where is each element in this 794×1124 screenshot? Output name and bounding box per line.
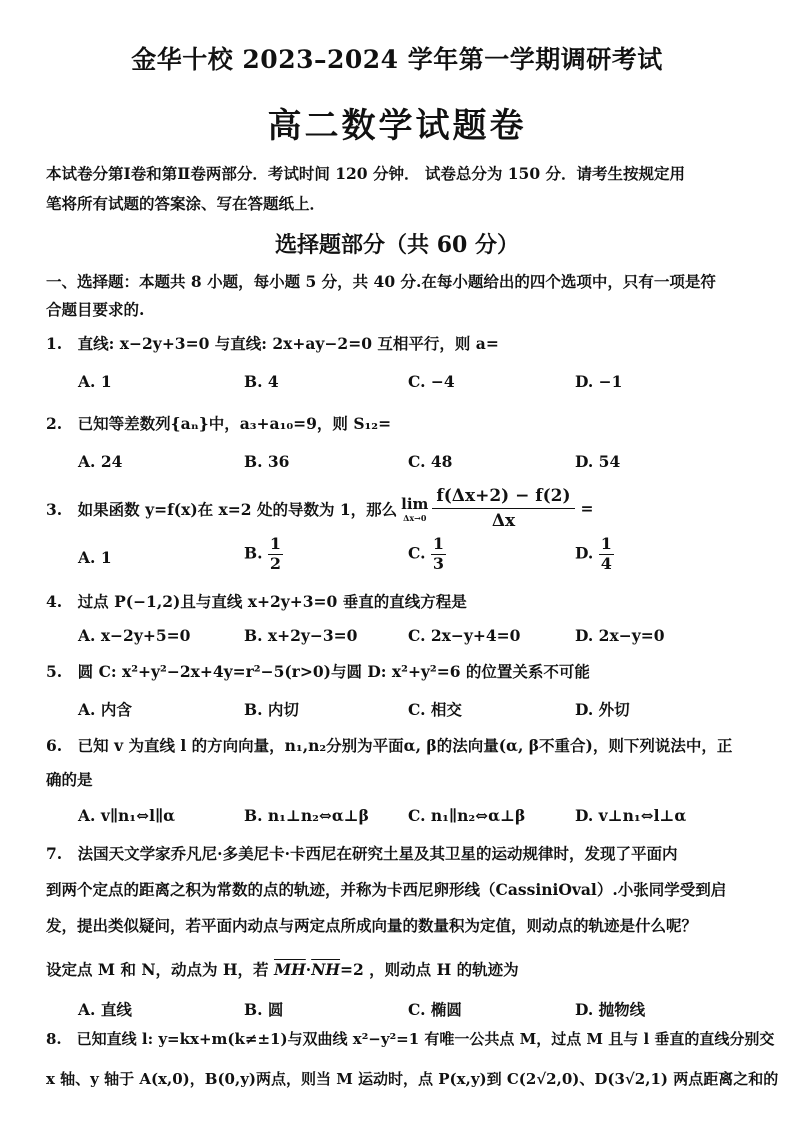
q3-option-d-den: 4 [600, 553, 612, 573]
q7-option-d: D. 抛物线 [575, 1000, 646, 1019]
q1-option-a: A. 1 [78, 372, 112, 391]
q3-option-b-label: B. [244, 543, 263, 563]
question-7-line-1: 7. 法国天文学家乔凡尼·多美尼卡·卡西尼在研究土星及其卫星的运动规律时，发现了平面内 [46, 844, 678, 863]
question-2-stem: 2. 已知等差数列{aₙ}中，a₃+a₁₀=9，则 S₁₂= [46, 414, 392, 433]
q3-option-c-fraction [431, 536, 446, 573]
q6-option-d: D. v⊥n₁⇔l⊥α [575, 806, 687, 825]
question-6-line-2: 确的是 [46, 770, 93, 789]
q2-option-b: B. 36 [244, 452, 290, 471]
q1-option-c: C. −4 [408, 372, 455, 391]
q7-line4-prefix: 设定点 M 和 N，动点为 H，若 [46, 960, 269, 979]
q3-option-c-den: 3 [432, 553, 445, 573]
instructions-line-2: 合题目要求的. [46, 300, 145, 319]
q3-lim-subscript: Δx→0 [403, 512, 427, 523]
q4-option-d: D. 2x−y=0 [575, 626, 665, 645]
q7-dot: · [305, 960, 312, 979]
question-3-stem [46, 486, 594, 531]
q3-option-b-den: 2 [269, 553, 282, 573]
q4-option-c: C. 2x−y+4=0 [408, 626, 521, 645]
q3-equals: = [580, 499, 594, 518]
question-4-stem: 4. 过点 P(−1,2)且与直线 x+2y+3=0 垂直的直线方程是 [46, 592, 467, 611]
intro-line-2: 笔将所有试题的答案涂、写在答题纸上． [46, 194, 326, 213]
q4-option-a: A. x−2y+5=0 [78, 626, 191, 645]
q5-option-c: C. 相交 [408, 700, 462, 719]
q5-option-a: A. 内含 [78, 700, 132, 719]
q7-vector-mh: $\overline{MH}$ [273, 960, 306, 979]
section-title: 选择题部分（共 60 分） [275, 232, 519, 258]
q6-option-c: C. n₁∥n₂⇔α⊥β [408, 806, 526, 825]
q3-option-b-fraction [268, 536, 283, 573]
q3-option-c [408, 536, 446, 573]
question-5-stem: 5. 圆 C: x²+y²−2x+4y=r²−5(r>0)与圆 D: x²+y²=6 的位置关系不可能 [46, 662, 590, 681]
q1-option-b: B. 4 [244, 372, 279, 391]
q7-option-c: C. 椭圆 [408, 1000, 462, 1019]
q3-option-b [244, 536, 283, 573]
q3-difference-quotient [432, 486, 574, 531]
q2-option-c: C. 48 [408, 452, 453, 471]
q3-lim-word: lim [401, 494, 429, 513]
question-7-line-3: 发，提出类似疑问，若平面内动点与两定点所成向量的数量积为定值，则动点的轨迹是什么呢？ [46, 916, 698, 935]
q3-option-d [575, 536, 614, 573]
q3-limit [401, 495, 428, 523]
instructions-line-1: 一、选择题：本题共 8 小题，每小题 5 分，共 40 分.在每小题给出的四个选项中，只有一项是符 [46, 272, 716, 291]
school-exam-title: 金华十校 2023–2024 学年第一学期调研考试 [131, 45, 663, 74]
q7-option-a: A. 直线 [78, 1000, 132, 1019]
q7-option-b: B. 圆 [244, 1000, 284, 1019]
q3-option-a [78, 548, 112, 567]
q3-option-a-label: A. [78, 548, 96, 567]
q2-option-d: D. 54 [575, 452, 621, 471]
question-6-line-1: 6. 已知 v 为直线 l 的方向向量，n₁,n₂分别为平面α, β的法向量(α, β不重合)，则下列说法中，正 [46, 736, 733, 755]
q5-option-b: B. 内切 [244, 700, 299, 719]
q3-option-d-num: 1 [600, 534, 612, 553]
question-7-line-4 [46, 958, 519, 980]
q3-stem-text: 3. 如果函数 y=f(x)在 x=2 处的导数为 1，那么 [46, 499, 398, 519]
q3-frac-denominator: Δx [491, 511, 516, 531]
q3-option-c-num: 1 [432, 534, 445, 553]
q4-option-b: B. x+2y−3=0 [244, 626, 358, 645]
question-8-line-2: x 轴、y 轴于 A(x,0)，B(0,y)两点，则当 M 运动时，点 P(x,y)到 C(2√2,0)、D(3√2,1) 两点距离之和的 [46, 1070, 779, 1088]
intro-line-1: 本试卷分第Ⅰ卷和第Ⅱ卷两部分．考试时间 120 分钟． 试卷总分为 150 分．请考生按规定用 [46, 164, 686, 183]
q3-option-d-label: D. [575, 543, 594, 563]
q5-option-d: D. 外切 [575, 700, 630, 719]
question-1-stem: 1. 直线: x−2y+3=0 与直线: 2x+ay−2=0 互相平行，则 a= [46, 334, 499, 353]
paper-title: 高二数学试题卷 [267, 106, 527, 146]
q1-option-d: D. −1 [575, 372, 623, 391]
q3-option-c-label: C. [408, 543, 426, 563]
q3-frac-numerator: f(Δx+2) − f(2) [432, 486, 574, 509]
q3-option-d-fraction [599, 536, 614, 573]
q7-line4-suffix: =2 ，则动点 H 的轨迹为 [340, 960, 519, 979]
q6-option-a: A. v∥n₁⇔l∥α [78, 806, 176, 825]
question-8-line-1: 8. 已知直线 l: y=kx+m(k≠±1)与双曲线 x²−y²=1 有唯一公共点 M，过点 M 且与 l 垂直的直线分别交 [46, 1030, 775, 1048]
q6-option-b: B. n₁⊥n₂⇔α⊥β [244, 806, 369, 825]
q2-option-a: A. 24 [78, 452, 123, 471]
question-7-line-2: 到两个定点的距离之积为常数的点的轨迹，并称为卡西尼卵形线（CassiniOval）.小张同学受到启 [46, 880, 727, 899]
q7-vector-nh: $\overline{NH}$ [311, 960, 341, 979]
q3-option-b-num: 1 [269, 534, 282, 553]
q3-option-a-value: 1 [100, 548, 112, 567]
